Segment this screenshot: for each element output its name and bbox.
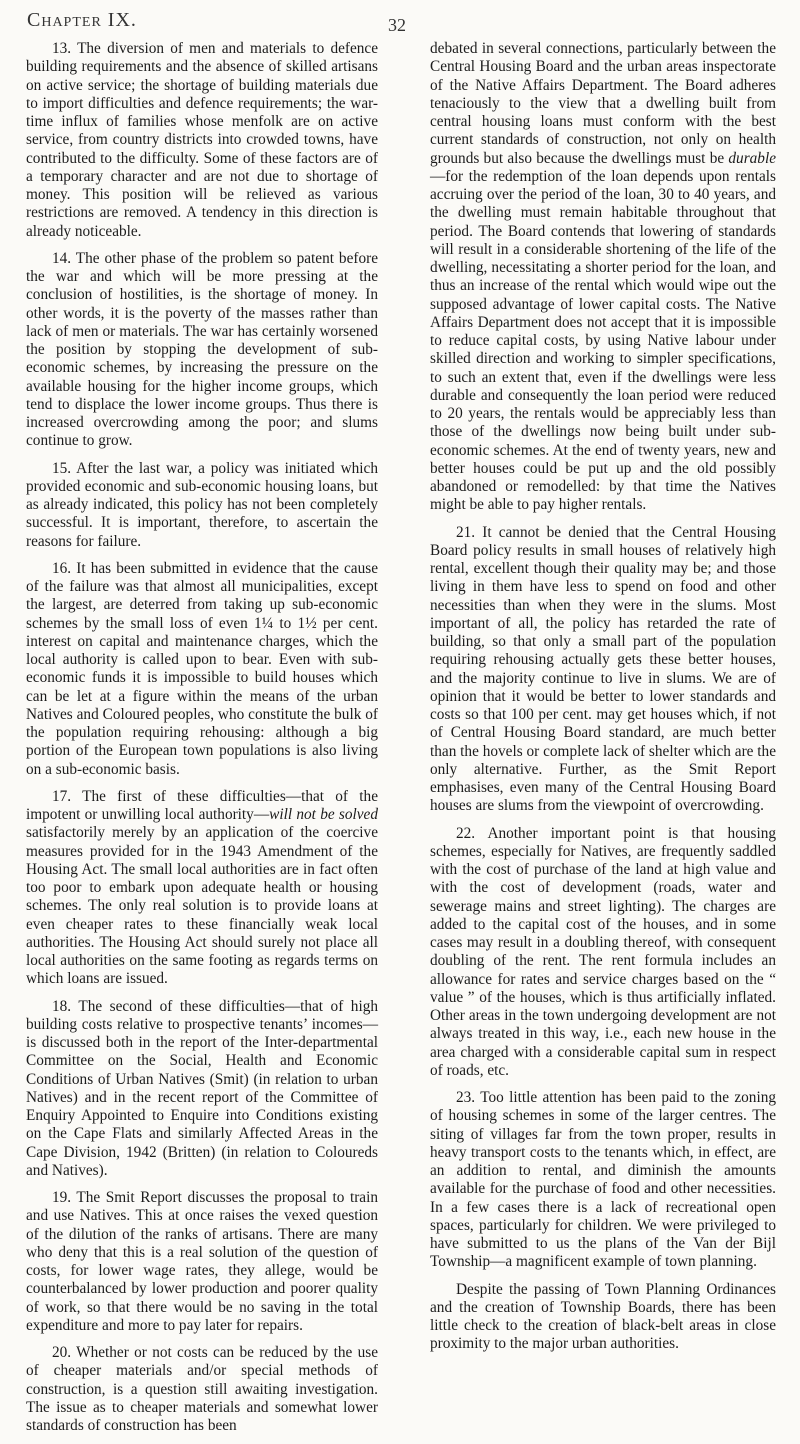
- paragraph-16: 16. It has been submitted in evidence that the cause of the failure was that almost all municipalities, except the largest, are deterred from taking up sub-economic schemes by the small loss of even 1¼ to 1½ per cent. interest on capital and maintenance charges, which the local authority is called upon to bear. Even with sub-economic funds it is impossible to build houses which can be let at a figure within the means of the urban Natives and Coloured peoples, who constitute the bulk of the population requiring rehousing: although a big portion of the European town populations is also living on a sub-economic basis.: [26, 559, 378, 778]
- paragraph-20: 20. Whether or not costs can be reduced by the use of cheaper materials and/or special methods of construction, is a question still awaiting investigation. The issue as to cheaper materials and somewhat lower standards of construction has been: [26, 1344, 378, 1434]
- paragraph-17-italic: will not be solved: [269, 806, 378, 823]
- page-number: 32: [388, 15, 406, 35]
- paragraph-20-continued: [430, 40, 776, 515]
- paragraph-17-part-1: 17. The first of these difficulties—that of the impotent or unwilling local authority—: [26, 787, 378, 823]
- paragraph-20-italic: durable: [728, 149, 776, 167]
- paragraph-22: 22. Another important point is that housing schemes, especially for Natives, are frequently saddled with the cost of purchase of the land at high value and with the cost of development (roads, water and sewerage mains and street lighting). The charges are added to the capital cost of the houses, and in some cases may result in a doubling thereof, with consequent doubling of the rent. The rent formula includes an allowance for rates and service charges based on the “ value ” of the houses, which is thus artificially inflated. Other areas in the town undergoing development are not always treated in this way, i.e., each new house in the area charged with a considerable capital sum in respect of roads, etc.: [430, 824, 776, 1079]
- paragraph-20-continued-part-2: —for the redemption of the loan depends upon rentals accruing over the period of the loan, 30 to 40 years, and the dwelling must remain habitable throughout that period. The Board contends that lowering of standards will result in a considerable shortening of the life of the dwelling, necessitating a shorter period for the loan, and thus an increase of the rental which would wipe out the supposed advantage of lower capital costs. The Native Affairs Department does not accept that it is impossible to reduce capital costs, by using Native labour under skilled direction and working to simpler specifications, to such an extent that, even if the dwellings were less durable and consequently the loan period were reduced to 20 years, the rentals would be appreciably less than those of the dwellings now being built under sub-economic schemes. At the end of twenty years, new and better houses could be put up and the old possibly abandoned or remodelled: by that time the Natives might be able to pay higher rentals.: [430, 167, 776, 514]
- paragraph-17: [26, 788, 378, 989]
- paragraph-14: 14. The other phase of the problem so patent before the war and which will be more pressing at the conclusion of hostilities, is the shortage of money. In other words, it is the poverty of the masses rather than lack of men or materials. The war has certainly worsened the position by stopping the development of sub-economic schemes, by increasing the pressure on the available housing for the higher income groups, which tend to displace the lower income groups. Thus there is increased overcrowding among the poor; and slums continue to grow.: [26, 249, 378, 450]
- paragraph-19: 19. The Smit Report discusses the proposal to train and use Natives. This at once raises the vexed question of the dilution of the ranks of artisans. There are many who deny that this is a real solution of the question of costs, for lower wage rates, they allege, would be counterbalanced by lower production and poorer quality of work, so that there would be no saving in the total expenditure and more to pay later for repairs.: [26, 1189, 378, 1334]
- paragraph-18: 18. The second of these difficulties—that of high building costs relative to prospective tenants’ incomes—is discussed both in the report of the Inter-departmental Committee on the Social, Health and Economic Conditions of Urban Natives (Smit) (in relation to urban Natives) and in the recent report of the Committee of Enquiry Appointed to Enquire into Conditions existing on the Cape Flats and similarly Affected Areas in the Cape Division, 1942 (Britten) (in relation to Coloureds and Natives).: [26, 997, 378, 1179]
- paragraph-17-part-2: satisfactorily merely by an application of the coercive measures provided for in the 1943 Amendment of the Housing Act. The small local authorities are in fact often too poor to embark upon adequate health or housing schemes. The only real solution is to provide loans at even cheaper rates to these financially weak local authorities. The Housing Act should surely not place all local authorities on the same footing as regards terms on which loans are issued.: [26, 824, 378, 988]
- paragraph-13: 13. The diversion of men and materials to defence building requirements and the absence of skilled artisans on active service; the shortage of building materials due to import difficulties and defence requirements; the war-time influx of families whose menfolk are on active service, from country districts into crowded towns, have contributed to the difficulty. Some of these factors are of a temporary character and are not due to shortage of money. This position will be relieved as various restrictions are removed. A tendency in this direction is already noticeable.: [26, 40, 378, 240]
- chapter-heading: Chapter IX.: [27, 9, 137, 31]
- paragraph-20-continued-part-1: debated in several connections, particularly between the Central Housing Board and the urban areas inspectorate of the Native Affairs Department. The Board adheres tenaciously to the view that a dwelling built from central housing loans must conform with the best current standards of construction, not only on health grounds but also because the dwellings must be: [430, 40, 776, 167]
- left-column: [26, 40, 378, 1444]
- paragraph-despite: Despite the passing of Town Planning Ordinances and the creation of Township Boards, there has been little check to the creation of black-belt areas in close proximity to the major urban authorities.: [430, 1280, 776, 1353]
- paragraph-15: 15. After the last war, a policy was initiated which provided economic and sub-economic housing loans, but as already indicated, this policy has not been completely successful. It is important, therefore, to ascertain the reasons for failure.: [26, 459, 378, 550]
- paragraph-23: 23. Too little attention has been paid to the zoning of housing schemes in some of the larger centres. The siting of villages far from the town proper, results in heavy transport costs to the tenants which, in effect, are an addition to rental, and diminish the amounts available for the purchase of food and other necessities. In a few cases there is a lack of recreational open spaces, particularly for children. We were privileged to have submitted to us the plans of the Van der Bijl Township—a magnificent example of town planning.: [430, 1089, 776, 1271]
- paragraph-21: 21. It cannot be denied that the Central Housing Board policy results in small houses of relatively high rental, excellent though their quality may be; and those living in them have less to spend on food and other necessities than when they were in the slums. Most important of all, the policy has retarded the rate of building, so that only a small part of the population requiring rehousing actually gets these better houses, and the majority continue to live in slums. We are of opinion that it would be better to lower standards and costs so that 100 per cent. may get houses which, if not of Central Housing Board standard, are much better than the hovels or complete lack of shelter which are the only alternative. Further, as the Smit Report emphasises, even many of the Central Housing Board houses are slums from the viewpoint of overcrowding.: [430, 523, 776, 815]
- right-column: [430, 40, 776, 1363]
